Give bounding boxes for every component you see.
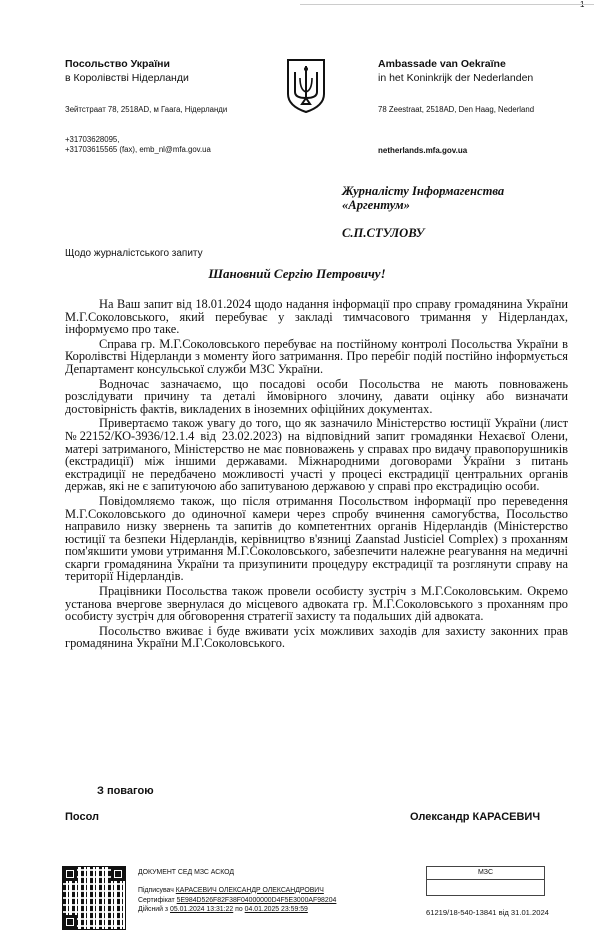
signer-name: Олександр КАРАСЕВИЧ xyxy=(410,811,541,823)
paragraph: На Ваш запит від 18.01.2024 щодо надання інформації про справу громадянина України М.Г.Соколовського, який перебуває у закладі тимчасового тримання у Нідерландах, інформуємо про таке. xyxy=(65,297,568,337)
signer-title: Посол xyxy=(65,811,100,823)
doc-label: ДОКУМЕНТ СЕД МЗС АСКОД xyxy=(138,869,235,876)
embassy-name-nl: Ambassade van Oekraïne xyxy=(378,58,506,70)
paragraph: Посольство вживає і буде вживати усіх можливих заходів для захисту законних прав громадянина України М.Г.Соколовського. xyxy=(65,623,568,651)
registration-stamp xyxy=(426,866,545,896)
addressee-line2: «Аргентум» xyxy=(342,198,410,212)
qr-code-icon xyxy=(62,866,126,930)
letter-body xyxy=(65,298,568,652)
embassy-sub-ua: в Королівстві Нідерланди xyxy=(65,72,189,84)
footer-signature-block xyxy=(138,868,336,915)
paragraph: Повідомляємо також, що після отримання Посольством інформації про переведення М.Г.Соколовського до одиночної камери через спробу вчинення самогубства, Посольство направило низку звернень та запитів до компетентних органів Нідерландів (Міністерство юстиції та безпеки Нідерландів, керівництво в'язниці Zaanstad Justiciel Complex) з проханням пом'якшити умови утримання М.Г.Соколовського, забезпечити належне реагування на медичні скарги громадянина України та призупинити процедуру екстрадиції та розглянути справу на території Нідерландів. xyxy=(65,493,568,584)
embassy-phone: +31703628095, xyxy=(65,135,120,144)
salutation: Шановний Сергію Петровичу! xyxy=(208,266,386,281)
paragraph: Працівники Посольства також провели особисту зустріч з М.Г.Соколовським. Окремо установа вчергове звернулася до місцевого адвоката гр. М.Г.Соколовського з проханням про особисту зустріч для обговорення стратегії захисту та подальших дій адвоката. xyxy=(65,584,568,624)
embassy-address-ua: Зейтстраат 78, 2518AD, м Гаага, Нідерланди xyxy=(65,105,228,114)
trident-coat-of-arms-icon xyxy=(286,58,326,114)
cert-label: Сертифікат xyxy=(138,896,175,904)
page-number: 1 xyxy=(580,0,585,9)
cert-value: 5E984D526F82F38F04000000D4F5E3000AF98204 xyxy=(176,896,337,904)
valid-from: 05.01.2024 13:31:22 xyxy=(170,906,234,914)
embassy-name-ua: Посольство України xyxy=(65,58,170,70)
embassy-fax-email: +31703615565 (fax), emb_nl@mfa.gov.ua xyxy=(65,145,211,154)
paragraph: Водночас зазначаємо, що посадові особи Посольства не мають повноважень розслідувати причину та деталі ймовірного злочину, давати оцінку або визначати достовірність фактів, викладених в іноземних офіційних документах. xyxy=(65,376,568,416)
stamp-label: МЗС xyxy=(477,869,494,876)
top-edge-line xyxy=(300,0,594,5)
addressee-line1: Журналісту Інформагенства xyxy=(342,184,505,198)
valid-label: Дійсний з xyxy=(138,906,169,914)
signed-value: КАРАСЕВИЧ ОЛЕКСАНДР ОЛЕКСАНДРОВИЧ xyxy=(175,886,324,894)
paragraph: Привертаємо також увагу до того, що як зазначило Міністерство юстиції України (лист №22152/КО-3936/12.1.4 від 23.02.2023) на відповідний запит громадянки Нехаєвої Олени, матері затриманого, Міністерство не має повноважень у справах про видачу правопорушників (екстрадиції) між іншими державами. Міжнародними договорами України з питань екстрадиції не передбачено можливості участі у процесі екстрадиції центральних органів держав, які не є запитуючою або запитуваною державою у справі про екстрадицію особи. xyxy=(65,416,568,494)
embassy-website: netherlands.mfa.gov.ua xyxy=(378,146,468,155)
closing: З повагою xyxy=(97,785,154,797)
letter-subject: Щодо журналістського запиту xyxy=(65,248,203,259)
registration-number: 61219/18-540-13841 від 31.01.2024 xyxy=(426,908,549,917)
signed-label: Підписувач xyxy=(138,886,174,894)
addressee-name: С.П.СТУЛОВУ xyxy=(342,226,425,240)
embassy-sub-nl: in het Koninkrijk der Nederlanden xyxy=(378,72,534,84)
valid-to: 04.01.2025 23:59:59 xyxy=(244,906,308,914)
paragraph: Справа гр. М.Г.Соколовського перебуває на постійному контролі Посольства України в Королівстві Нідерланди з моменту його затримання. Про перебіг подій постійно інформується Департамент консульської служби МЗС України. xyxy=(65,336,568,376)
valid-to-label: по xyxy=(235,906,243,914)
embassy-address-nl: 78 Zeestraat, 2518AD, Den Haag, Nederland xyxy=(378,105,535,114)
